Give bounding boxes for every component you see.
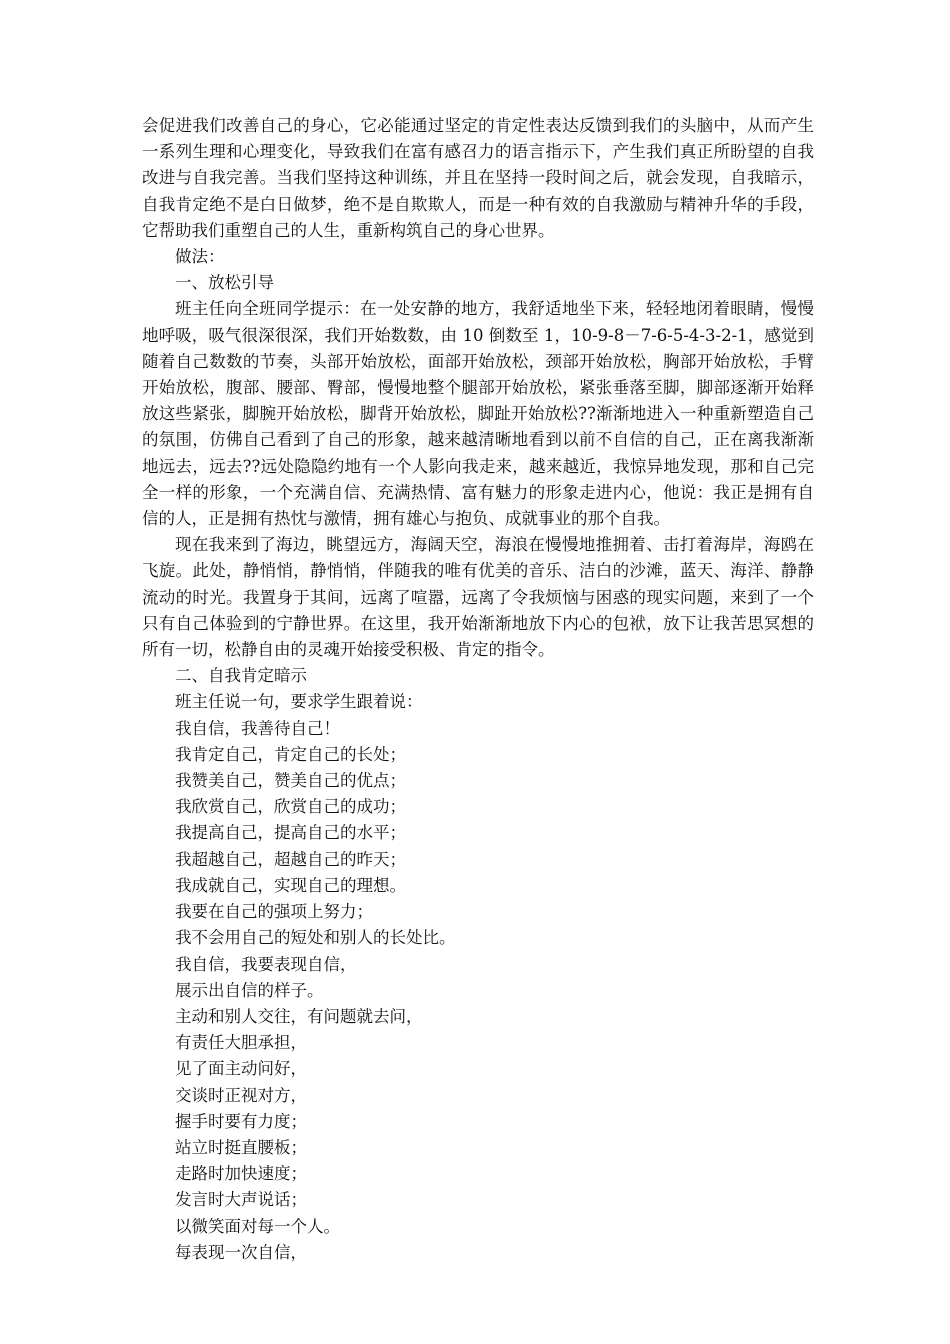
affirmation-line: 以微笑面对每一个人。 xyxy=(175,1216,340,1236)
affirmation-line: 走路时加快速度； xyxy=(175,1164,307,1184)
affirmation-line: 我自信，我善待自己！ xyxy=(175,718,340,738)
affirmation-line: 我要在自己的强项上努力； xyxy=(175,902,373,922)
affirmation-line: 站立时挺直腰板； xyxy=(175,1137,307,1157)
affirmation-line: 班主任说一句，要求学生跟着说： xyxy=(175,692,423,712)
affirmation-line: 我超越自己，超越自己的昨天； xyxy=(175,849,406,869)
affirmation-line: 我欣赏自己，欣赏自己的成功； xyxy=(175,797,406,817)
affirmation-list xyxy=(142,689,814,1265)
section2-heading: 二、自我肯定暗示 xyxy=(175,666,307,686)
affirmation-line: 主动和别人交往，有问题就去问， xyxy=(175,1006,423,1026)
affirmation-line: 我赞美自己，赞美自己的优点； xyxy=(175,771,406,791)
method-label: 做法： xyxy=(175,247,225,267)
affirmation-line: 有责任大胆承担， xyxy=(175,1033,307,1053)
section1-heading: 一、放松引导 xyxy=(175,273,274,293)
affirmation-line: 发言时大声说话； xyxy=(175,1190,307,1210)
intro-paragraph: 会促进我们改善自己的身心，它必能通过坚定的肯定性表达反馈到我们的头脑中，从而产生一系列生理和心理变化，导致我们在富有感召力的语言指示下，产生我们真正所盼望的自我改进与自我完善。当我们坚持这种训练，并且在坚持一段时间之后，就会发现，自我暗示，自我肯定绝不是白日做梦，绝不是自欺欺人，而是一种有效的自我激励与精神升华的手段，它帮助我们重塑自己的人生，重新构筑自己的身心世界。 xyxy=(142,116,814,240)
affirmation-line: 握手时要有力度； xyxy=(175,1111,307,1131)
affirmation-line: 见了面主动问好， xyxy=(175,1059,307,1079)
affirmation-line: 展示出自信的样子。 xyxy=(175,980,324,1000)
affirmation-line: 我提高自己，提高自己的水平； xyxy=(175,823,406,843)
affirmation-line: 交谈时正视对方， xyxy=(175,1085,307,1105)
affirmation-line: 我自信，我要表现自信， xyxy=(175,954,357,974)
relaxation-paragraph: 班主任向全班同学提示：在一处安静的地方，我舒适地坐下来，轻轻地闭着眼睛，慢慢地呼吸，吸气很深很深，我们开始数数，由 10 倒数至 1，10-9-8－7-6-5-4-3-2-1，感觉到随着自己数数的节奏，头部开始放松，面部开始放松，颈部开始放松，胸部开始放松，手臂开始放松，腹部、腰部、臀部，慢慢地整个腿部开始放松，紧张垂落至脚，脚部逐渐开始释放这些紧张，脚腕开始放松，脚背开始放松，脚趾开始放松??渐渐地进入一种重新塑造自己的氛围，仿佛自己看到了自己的形象，越来越清晰地看到以前不自信的自己，正在离我渐渐地远去，远去??远处隐隐约地有一个人影向我走来，越来越近，我惊异地发现，那和自己完全一样的形象，一个充满自信、充满热情、富有魅力的形象走进内心，他说：我正是拥有自信的人，正是拥有热忱与激情，拥有雄心与抱负、成就事业的那个自我。 xyxy=(142,299,814,529)
document-page xyxy=(142,113,814,1266)
affirmation-line: 我不会用自己的短处和别人的长处比。 xyxy=(175,928,456,948)
affirmation-line: 每表现一次自信， xyxy=(175,1242,307,1262)
affirmation-line: 我成就自己，实现自己的理想。 xyxy=(175,875,406,895)
seaside-paragraph: 现在我来到了海边，眺望远方，海阔天空，海浪在慢慢地推拥着、击打着海岸，海鸥在飞旋。此处，静悄悄，静悄悄，伴随我的唯有优美的音乐、洁白的沙滩，蓝天、海洋、静静流动的时光。我置身于其间，远离了喧嚣，远离了令我烦恼与困惑的现实问题，来到了一个只有自己体验到的宁静世界。在这里，我开始渐渐地放下内心的包袱，放下让我苦思冥想的所有一切，松静自由的灵魂开始接受积极、肯定的指令。 xyxy=(142,535,814,660)
affirmation-line: 我肯定自己，肯定自己的长处； xyxy=(175,744,406,764)
